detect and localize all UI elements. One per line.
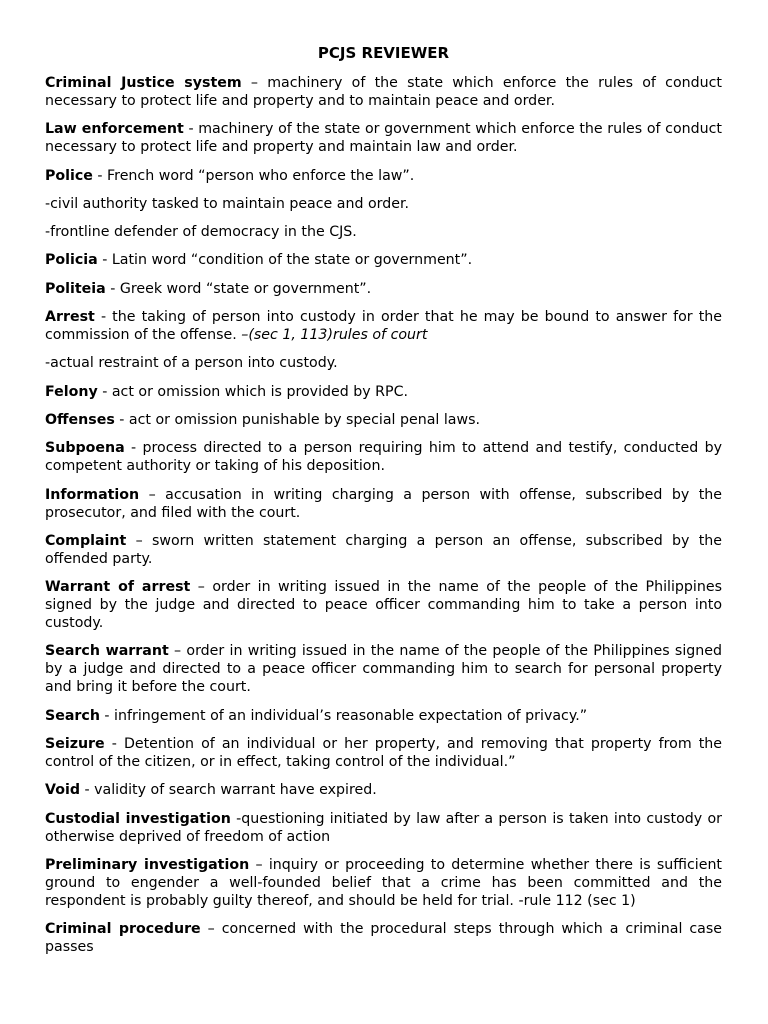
entry-text: - the taking of person into custody in order that he may be bound to answer for the commission of the offense.: [45, 309, 722, 344]
entry-custodial-investigation: [45, 810, 722, 846]
entry-text: – sworn written statement charging a person an offense, subscribed by the offended party.: [45, 532, 722, 567]
entry-police-civil-authority: [45, 195, 722, 213]
entry-term: Subpoena: [45, 440, 125, 457]
entry-text: – accusation in writing charging a person with offense, subscribed by the prosecutor, and filed with the court.: [45, 486, 722, 521]
entry-criminal-justice-system: [45, 74, 722, 110]
entry-subpoena: [45, 439, 722, 475]
entry-term: Custodial investigation: [45, 810, 231, 827]
entry-text: - machinery of the state or government which enforce the rules of conduct necessary to protect life and property and maintain law and order.: [45, 121, 722, 156]
entry-text: – concerned with the procedural steps through which a criminal case passes: [45, 921, 722, 956]
entry-term: Criminal Justice system: [45, 75, 242, 91]
entry-citation: –(sec 1, 113)rules of court: [241, 327, 428, 344]
entry-term: Void: [45, 782, 80, 799]
entry-law-enforcement: [45, 120, 722, 156]
entry-term: Information: [45, 486, 140, 503]
entry-term: Arrest: [45, 309, 95, 326]
entry-text: - French word “person who enforce the law”.: [92, 167, 415, 184]
entry-term: Search warrant: [45, 643, 169, 660]
entry-term: Politeia: [45, 280, 106, 297]
entry-term: Law enforcement: [45, 121, 184, 138]
entry-text: - Latin word “condition of the state or government”.: [97, 252, 473, 269]
entry-text: - Detention of an individual or her property, and removing that property from the control of the citizen, or in effect, taking control of the individual.”: [45, 736, 722, 771]
entry-police: [45, 167, 722, 185]
entry-term: Police: [45, 167, 93, 184]
entry-term: Search: [45, 707, 100, 724]
entry-term: Preliminary investigation: [45, 856, 250, 873]
entry-term: Complaint: [45, 532, 127, 549]
entry-text: -actual restraint of a person into custody.: [45, 355, 338, 372]
entry-politeia: [45, 280, 722, 298]
entry-text: – order in writing issued in the name of the people of the Philippines signed by a judge and directed to a peace officer commanding him to search for personal property and bring it before the court.: [45, 643, 722, 696]
entry-text: – inquiry or proceeding to determine whether there is sufficient ground to engender a well-founded belief that a crime has been committed and the respondent is probably guilty thereof, and should be held for trial. -rule 112 (sec 1): [45, 856, 722, 909]
entry-text: - process directed to a person requiring him to attend and testify, conducted by competent authority or taking of his deposition.: [45, 440, 722, 475]
entry-arrest: [45, 308, 722, 344]
entry-criminal-procedure: [45, 920, 722, 956]
entry-void: [45, 781, 722, 799]
document-title: PCJS REVIEWER: [317, 44, 450, 62]
entry-policia: [45, 251, 722, 269]
entry-text: - act or omission which is provided by RPC.: [97, 383, 408, 400]
entry-term: Felony: [45, 383, 98, 400]
entry-term: Seizure: [45, 736, 105, 753]
entry-text: – order in writing issued in the name of the people of the Philippines signed by the judge and directed to peace officer commanding him to take a person into custody.: [45, 579, 722, 632]
entry-search-warrant: [45, 642, 722, 696]
entry-preliminary-investigation: [45, 856, 722, 910]
entry-complaint: [45, 532, 722, 568]
entry-police-frontline-defender: [45, 223, 722, 241]
entry-arrest-actual-restraint: [45, 354, 722, 372]
entry-text: - act or omission punishable by special penal laws.: [114, 411, 481, 428]
entry-text: - validity of search warrant have expired.: [79, 782, 377, 799]
entry-text: -civil authority tasked to maintain peace and order.: [45, 195, 410, 212]
entry-information: [45, 486, 722, 522]
entry-term: Offenses: [45, 411, 115, 428]
entry-text: -frontline defender of democracy in the CJS.: [45, 224, 357, 241]
entry-text: - Greek word “state or government”.: [105, 280, 372, 297]
entry-term: Policia: [45, 252, 98, 269]
entry-offenses: [45, 411, 722, 429]
entry-term: Criminal procedure: [45, 921, 201, 938]
entry-text: -questioning initiated by law after a person is taken into custody or otherwise deprived of freedom of action: [45, 810, 722, 845]
entry-search: [45, 707, 722, 725]
entry-text: - infringement of an individual’s reasonable expectation of privacy.”: [99, 707, 588, 724]
entry-seizure: [45, 735, 722, 771]
entry-text: – machinery of the state which enforce the rules of conduct necessary to protect life and property and to maintain peace and order.: [45, 75, 722, 109]
entry-term: Warrant of arrest: [45, 579, 191, 596]
entry-warrant-of-arrest: [45, 578, 722, 632]
entry-felony: [45, 383, 722, 401]
